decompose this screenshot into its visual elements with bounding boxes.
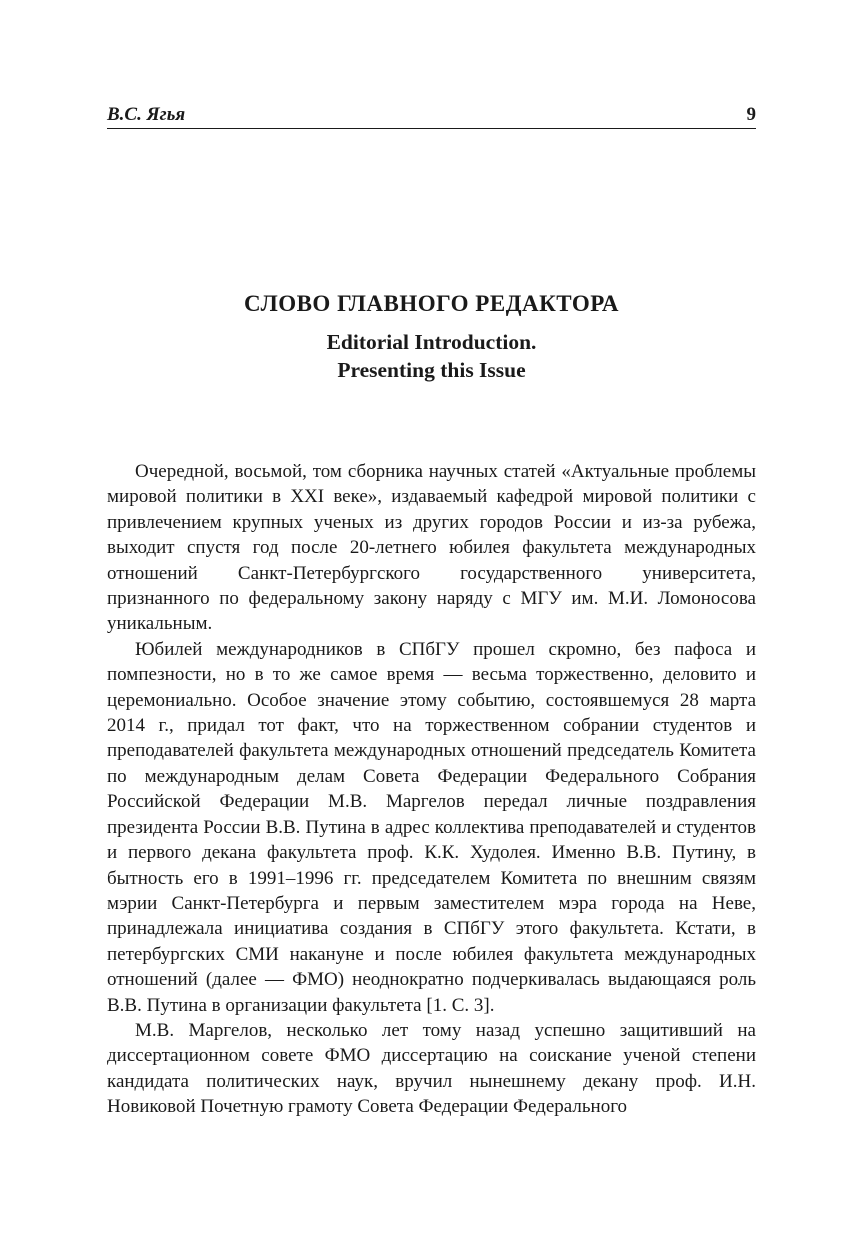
paragraph: Юбилей международников в СПбГУ прошел скромно, без пафоса и помпезности, но в то же самое время — весьма торжественно, деловито и церемониально. Особое значение этому событию, состоявшемуся 28 марта 2014 г., придал тот факт, что на торжественном собрании студентов и преподавателей факультета международных отношений председатель Комитета по международным делам Совета Федерации Федерального Собрания Российской Федерации М.В. Маргелов передал личные поздравления президента России В.В. Путина в адрес коллектива преподавателей и студентов и первого декана факультета проф. К.К. Худолея. Именно В.В. Путину, в бытность его в 1991–1996 гг. председателем Комитета по внешним связям мэрии Санкт-Петербурга и первым заместителем мэра города на Неве, принадлежала инициатива создания в СПбГУ этого факультета. Кстати, в петербургских СМИ накануне и после юбилея факультета международных отношений (далее — ФМО) неоднократно подчеркивалась выдающаяся роль В.В. Путина в организации факультета [1. С. 3].: [107, 638, 756, 1016]
title-english-line-2: Presenting this Issue: [337, 358, 526, 382]
article-title-block: [107, 290, 756, 384]
page-number: 9: [746, 104, 756, 125]
title-english-line-1: Editorial Introduction.: [326, 330, 537, 354]
header-author: В.С. Ягья: [107, 104, 186, 125]
running-header: [107, 102, 756, 129]
title-russian: СЛОВО ГЛАВНОГО РЕДАКТОРА: [244, 291, 619, 316]
paragraph: Очередной, восьмой, том сборника научных статей «Актуальные проблемы мировой политики в XXI веке», издаваемый кафедрой мировой политики с привлечением крупных ученых из других городов России и из-за рубежа, выходит спустя год после 20-летнего юбилея факультета международных отношений Санкт-Петербургского государственного университета, признанного по федеральному закону наряду с МГУ им. М.И. Ломоносова уникальным.: [107, 461, 756, 635]
title-english: [107, 328, 756, 384]
article-body: [107, 459, 756, 1120]
paragraph: М.В. Маргелов, несколько лет тому назад успешно защитивший на диссертационном совете ФМО диссертацию на соискание ученой степени кандидата политических наук, вручил нынешнему декану проф. И.Н. Новиковой Почетную грамоту Совета Федерации Федерального: [107, 1019, 756, 1118]
